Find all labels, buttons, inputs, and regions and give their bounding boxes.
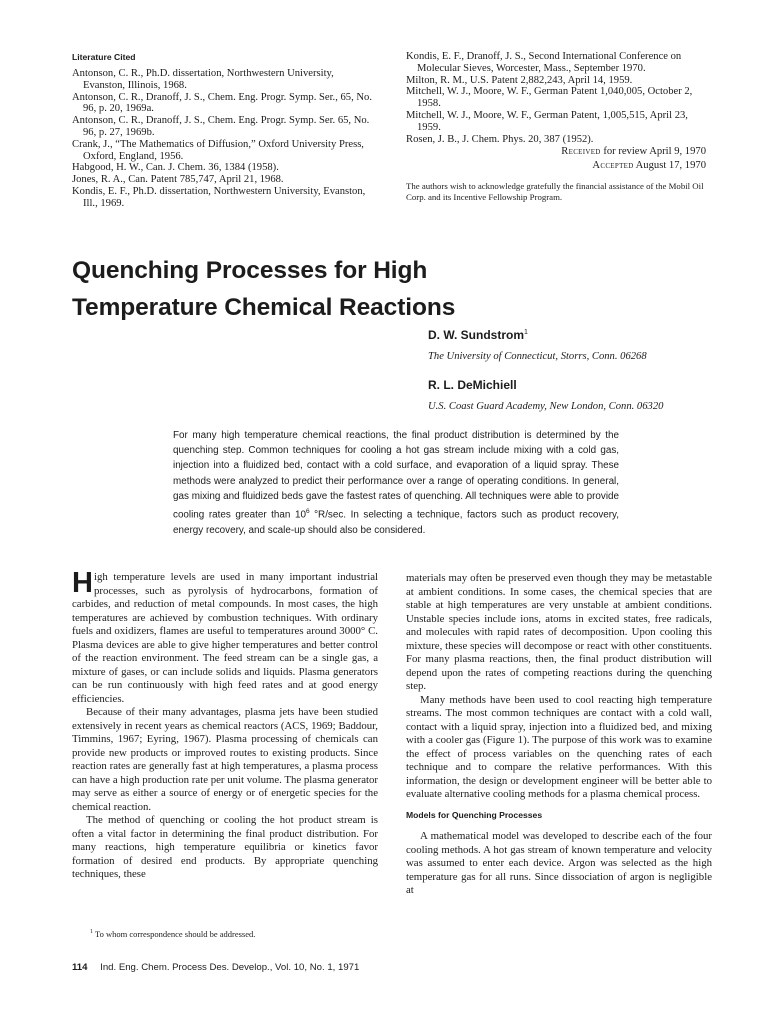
received-label: Received [561, 146, 601, 158]
body-paragraph-1 [72, 567, 378, 706]
body-column-left [72, 567, 378, 882]
section-heading: Models for Quenching Processes [406, 809, 543, 820]
paragraph-1-text: igh temperature levels are used in many important industrial processes, such as pyrolysis of hydrocarbons, formation of carbides, and reduction of metal compounds. In most cases, the high temperatures are achieved by combustion techniques. With ordinary fuels and oxidizers, flames are useful to temperatures around 3000° C. Plasma devices are able to give higher temperatures and better control of the reaction environment. The feed stream can be a single gas, a mixture of gases, or can include solids and liquids. Plasma generators can be run continuously with high feed rates and at good energy efficiencies. [72, 571, 378, 705]
literature-cited-heading: Literature Cited [72, 52, 136, 62]
affiliation-1: The University of Connecticut, Storrs, Conn. 06268 [428, 351, 647, 362]
reference-item: Antonson, C. R., Ph.D. dissertation, Northwestern University, Evanston, Illinois, 1968. [72, 68, 334, 91]
body-column-right [406, 572, 712, 898]
reference-list-right [406, 51, 706, 145]
reference-item: Kondis, E. F., Ph.D. dissertation, Northwestern University, Evanston, Ill., 1969. [72, 185, 366, 209]
body-paragraph-4: materials may often be preserved even though they may be metastable at ambient conditions. In some cases, the chemical species that are stable at high temperatures are very unstable at ambient conditions. Unstable species include ions, atoms in excited states, free radicals, and molecules with rapid rates of decomposition. Upon cooling this mixture, these species will decompose or react with other constituents. For many plasma reactions, then, the final product distribution will depend upon the rates of competing reactions during the quenching step. [406, 572, 712, 692]
footnote-text: To whom correspondence should be addressed. [94, 929, 256, 939]
reference-item: Crank, J., “The Mathematics of Diffusion,” Oxford University Press, Oxford, England, 1956. [72, 138, 364, 162]
footnote-mark: 1 [90, 929, 93, 936]
abstract-exponent: 6 [305, 508, 310, 516]
title-line-1: Quenching Processes for High [72, 257, 428, 284]
received-line [406, 146, 706, 158]
body-paragraph-6: A mathematical model was developed to describe each of the four cooling methods. A hot gas stream of known temperature and velocity was assumed to enter each device. Argon was selected as the high temperature gas for all runs. Since dissociation of argon is negligible at [406, 830, 712, 896]
reference-item: Antonson, C. R., Dranoff, J. S., Chem. Eng. Progr. Symp. Ser. 65, No. 96, p. 27, 1969b. [72, 115, 370, 138]
literature-cited-right [406, 51, 706, 203]
article-title [72, 252, 592, 326]
reference-item: Habgood, H. W., Can. J. Chem. 36, 1384 (1958). [72, 162, 279, 174]
affiliation-2: U.S. Coast Guard Academy, New London, Conn. 06320 [428, 401, 664, 412]
body-paragraph-2: Because of their many advantages, plasma jets have been studied extensively in recent years as chemical reactors (ACS, 1969; Baddour, Timmins, 1967; Eyring, 1967). Plasma processing of chemicals can provide new products or improved routes to existing products. Since reaction rates are generally fast at high temperatures, a plasma process can have a high production rate per unit volume. The plasma generator may serve as either a source of energy or of energetic species for the chemical reaction. [72, 706, 378, 813]
received-date: for review April 9, 1970 [603, 146, 706, 158]
page-number: 114 [72, 962, 88, 973]
accepted-label: Accepted [592, 159, 634, 171]
reference-item: Rosen, J. B., J. Chem. Phys. 20, 387 (1952). [406, 133, 594, 145]
body-paragraph-3: The method of quenching or cooling the hot product stream is often a vital factor in determining the final product distribution. For many reactions, high temperature equilibria or kinetics favor formation of desired end products. By appropriate quenching techniques, these [72, 814, 378, 880]
literature-cited-left [72, 52, 372, 210]
reference-item: Mitchell, W. J., Moore, W. F., German Patent, 1,005,515, April 23, 1959. [406, 109, 688, 133]
acknowledgment: The authors wish to acknowledge gratefully the financial assistance of the Mobil Oil Corp. and its Incentive Fellowship Program. [406, 181, 704, 202]
body-paragraph-5: Many methods have been used to cool reacting high temperature streams. The most common techniques are contact with a cold wall, contact with a liquid spray, injection into a fluidized bed, and mixing with a cooler gas (Figure 1). The purpose of this work was to examine the effect of process variables on the quenching rates of each technique and to compare the relative performances. With this information, the design or development engineer will be better able to evaluate alternative cooling methods for a plasma chemical process. [406, 693, 712, 800]
abstract-part-2: °R/sec. In selecting a technique, factors such as product recovery, energy recovery, and scale-up should also be considered. [173, 509, 619, 536]
page-footer [72, 962, 359, 973]
abstract-part-1: For many high temperature chemical reactions, the final product distribution is determined by the quenching step. Common techniques for cooling a hot gas stream include mixing with a cold gas, injection into a fluidized bed, contact with a cold surface, and evaporation of a liquid spray. These methods were analyzed to predict their performance over a range of operating conditions. In general, gas mixing and fluidized beds gave the fastest rates of quenching. All techniques were able to provide cooling rates greater than 10 [173, 430, 619, 521]
author-2 [428, 378, 517, 392]
reference-item: Milton, R. M., U.S. Patent 2,882,243, April 14, 1959. [406, 74, 633, 86]
footnote [90, 929, 255, 939]
reference-item: Mitchell, W. J., Moore, W. F., German Patent 1,040,005, October 2, 1958. [406, 86, 693, 110]
journal-citation: Ind. Eng. Chem. Process Des. Develop., Vol. 10, No. 1, 1971 [100, 962, 360, 973]
reference-item: Kondis, E. F., Dranoff, J. S., Second International Conference on Molecular Sieves, Worcester, Mass., September 1970. [406, 51, 682, 74]
accepted-date: August 17, 1970 [635, 159, 706, 171]
drop-cap: H [72, 567, 93, 599]
title-line-2: Temperature Chemical Reactions [72, 294, 456, 321]
reference-list-left [72, 68, 372, 210]
reference-item: Jones, R. A., Can. Patent 785,747, April 21, 1968. [72, 174, 284, 186]
reference-item: Antonson, C. R., Dranoff, J. S., Chem. Eng. Progr. Symp. Ser., 65, No. 96, p. 20, 1969a. [72, 91, 372, 115]
author-1-footnote-mark: 1 [524, 329, 528, 336]
abstract [173, 428, 619, 538]
accepted-line [406, 160, 706, 172]
author-1 [428, 328, 528, 342]
author-1-name: D. W. Sundstrom [428, 328, 524, 342]
author-2-name: R. L. DeMichiell [428, 378, 517, 392]
